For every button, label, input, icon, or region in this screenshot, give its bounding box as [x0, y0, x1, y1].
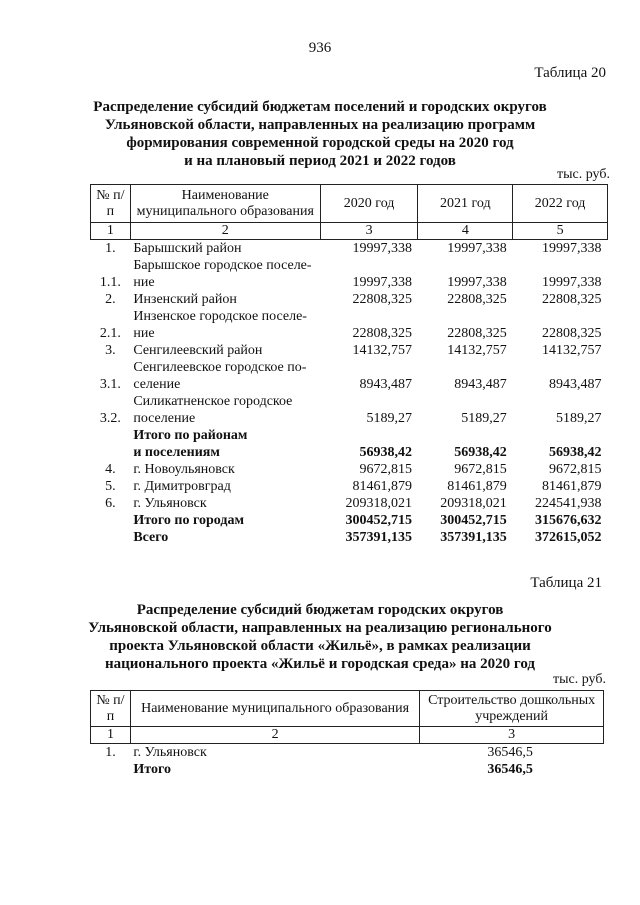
table20-title: [60, 98, 580, 170]
table20-header-num: № п/п: [91, 185, 131, 223]
table20-cell-name: [130, 257, 320, 291]
table20-cell-2021: 56938,42: [454, 445, 507, 460]
table20-cell-name-line: ние: [133, 326, 155, 341]
table20-cell-name: [130, 461, 320, 478]
table20-cell-name: [130, 512, 320, 529]
table20-index-cell: 4: [418, 223, 513, 240]
table20-cell-name-line: Итого по городам: [133, 513, 244, 528]
table20-cell-num: [91, 512, 131, 529]
table20-cell-2020: 56938,42: [359, 445, 412, 460]
table20-cell-2022: 8943,487: [549, 377, 602, 392]
table21-title-line: проекта Ульяновской области «Жильё», в рамках реализации: [109, 638, 531, 654]
table20-cell-name-line: Барышское городское поселе-: [133, 258, 312, 273]
table20-title-line: Распределение субсидий бюджетам поселений и городских округов: [93, 99, 547, 115]
table20-row: [91, 308, 608, 342]
table20-cell-2020: 14132,757: [352, 343, 412, 358]
table20-cell-name: [130, 240, 320, 258]
table21-row: [91, 761, 604, 778]
table21-cell-num: [91, 761, 131, 778]
table21-header-value: Строительство дошкольных учреждений: [420, 691, 604, 727]
table20-cell-name-line: Инзенский район: [133, 292, 237, 307]
table21-cell-value: 36546,5: [487, 745, 533, 760]
table20-cell-2021: 19997,338: [447, 241, 507, 256]
table20-cell-2021: 22808,325: [447, 292, 507, 307]
table20-index-cell: 2: [130, 223, 320, 240]
table20-cell-name-line: и поселениям: [133, 445, 220, 460]
table20-cell-name-line: г. Димитровград: [133, 479, 231, 494]
table20-row: [91, 478, 608, 495]
table20-index-cell: 1: [91, 223, 131, 240]
table20-cell-2020: 209318,021: [345, 496, 412, 511]
page-number: 936: [308, 40, 332, 56]
table20-cell-2022: 19997,338: [542, 275, 602, 290]
table20-row: [91, 291, 608, 308]
table20: [90, 184, 608, 546]
table20-cell-num: 1.: [105, 241, 116, 256]
table20-row: [91, 257, 608, 291]
table21-title: [60, 601, 580, 673]
table20-cell-name-line: поселение: [133, 411, 196, 426]
table20-row: [91, 461, 608, 478]
table20-cell-num: 2.1.: [99, 326, 121, 341]
table20-cell-name: [130, 495, 320, 512]
table21-header-name: Наименование муниципального образования: [130, 691, 419, 727]
table20-cell-2020: 5189,27: [366, 411, 412, 426]
table20-cell-2021: 209318,021: [440, 496, 507, 511]
table20-cell-2022: 81461,879: [542, 479, 602, 494]
table20-row: [91, 529, 608, 546]
table20-cell-2022: 19997,338: [542, 241, 602, 256]
table20-cell-2022: 9672,815: [549, 462, 602, 477]
table20-cell-2021: 357391,135: [440, 530, 507, 545]
table20-cell-2021: 8943,487: [454, 377, 507, 392]
table20-cell-num: 2.: [105, 292, 116, 307]
table21: [90, 690, 604, 778]
table20-cell-name: [130, 359, 320, 393]
table20-row: [91, 512, 608, 529]
table20-cell-num: 3.: [105, 343, 116, 358]
table20-cell-2020: 8943,487: [359, 377, 412, 392]
table20-cell-name-line: Сенгилеевское городское по-: [133, 360, 307, 375]
table21-header-num: № п/п: [91, 691, 131, 727]
table20-cell-2021: 81461,879: [447, 479, 507, 494]
table20-cell-name: [130, 308, 320, 342]
table20-cell-num: [91, 529, 131, 546]
table20-cell-num: 4.: [105, 462, 116, 477]
table21-row: [91, 744, 604, 762]
table21-cell-name: г. Ульяновск: [133, 745, 207, 760]
table20-cell-name-line: селение: [133, 377, 181, 392]
table21-title-line: национального проекта «Жильё и городская среда» на 2020 год: [105, 656, 535, 672]
table20-cell-name-line: Силикатненское городское: [133, 394, 293, 409]
table20-index-cell: 3: [320, 223, 418, 240]
table20-cell-2021: 14132,757: [447, 343, 507, 358]
table20-cell-name-line: Сенгилеевский район: [133, 343, 263, 358]
table20-cell-name: [130, 529, 320, 546]
table20-cell-2022: 372615,052: [535, 530, 602, 545]
table20-cell-num: [91, 427, 131, 461]
table20-cell-name: [130, 291, 320, 308]
table20-label: Таблица 20: [534, 65, 606, 81]
table20-cell-name-line: Барышский район: [133, 241, 242, 256]
table20-header-2021: 2021 год: [418, 185, 513, 223]
table20-row: [91, 495, 608, 512]
table20-header-2020: 2020 год: [320, 185, 418, 223]
table21-cell-num: 1.: [105, 745, 116, 760]
table20-cell-2022: 14132,757: [542, 343, 602, 358]
table20-cell-2021: 5189,27: [461, 411, 507, 426]
table21-title-line: Распределение субсидий бюджетам городских округов: [136, 602, 504, 618]
table20-cell-name: [130, 342, 320, 359]
table20-row: [91, 359, 608, 393]
table20-cell-2022: 5189,27: [556, 411, 602, 426]
table21-title-line: Ульяновской области, направленных на реализацию регионального: [88, 620, 552, 636]
table20-row: [91, 427, 608, 461]
table20-cell-2020: 357391,135: [345, 530, 412, 545]
table20-cell-num: 5.: [105, 479, 116, 494]
table20-cell-2020: 81461,879: [352, 479, 412, 494]
table21-index-cell: 2: [130, 727, 419, 744]
table20-header-name: Наименование муниципального образования: [130, 185, 320, 223]
table20-cell-2022: 315676,632: [535, 513, 602, 528]
table21-index-cell: 1: [91, 727, 131, 744]
table20-cell-2021: 9672,815: [454, 462, 507, 477]
table20-cell-2022: 22808,325: [542, 326, 602, 341]
table20-cell-2021: 300452,715: [440, 513, 507, 528]
table21-unit: тыс. руб.: [553, 672, 606, 687]
table21-label: Таблица 21: [530, 575, 602, 591]
table20-cell-num: 1.1.: [99, 275, 121, 290]
table20-cell-num: 3.2.: [99, 411, 121, 426]
table20-cell-name-line: г. Ульяновск: [133, 496, 207, 511]
table20-row: [91, 393, 608, 427]
table20-cell-name: [130, 393, 320, 427]
table20-cell-2022: 56938,42: [549, 445, 602, 460]
table20-cell-name-line: Всего: [133, 530, 169, 545]
table20-cell-name-line: ние: [133, 275, 155, 290]
table20-cell-name: [130, 427, 320, 461]
table20-row: [91, 240, 608, 258]
table20-cell-2020: 9672,815: [359, 462, 412, 477]
table21-cell-value: 36546,5: [487, 762, 533, 777]
table20-cell-num: 6.: [105, 496, 116, 511]
table20-unit: тыс. руб.: [557, 167, 610, 182]
table20-cell-2020: 22808,325: [352, 292, 412, 307]
table20-cell-2020: 300452,715: [345, 513, 412, 528]
table21-cell-name: Итого: [133, 762, 172, 777]
table20-cell-2021: 19997,338: [447, 275, 507, 290]
table20-cell-name-line: Инзенское городское поселе-: [133, 309, 307, 324]
table20-cell-2022: 22808,325: [542, 292, 602, 307]
table20-cell-name: [130, 478, 320, 495]
table20-header-2022: 2022 год: [513, 185, 608, 223]
table21-index-cell: 3: [420, 727, 604, 744]
table20-cell-2020: 22808,325: [352, 326, 412, 341]
table20-index-cell: 5: [513, 223, 608, 240]
table20-cell-num: 3.1.: [99, 377, 121, 392]
table20-cell-2020: 19997,338: [352, 275, 412, 290]
table20-cell-2021: 22808,325: [447, 326, 507, 341]
table20-title-line: формирования современной городской среды на 2020 год: [126, 135, 514, 151]
table20-cell-name-line: г. Новоульяновск: [133, 462, 235, 477]
table20-title-line: и на плановый период 2021 и 2022 годов: [184, 153, 456, 169]
table20-cell-2020: 19997,338: [352, 241, 412, 256]
table20-cell-name-line: Итого по районам: [133, 428, 248, 443]
table20-title-line: Ульяновской области, направленных на реализацию программ: [104, 117, 536, 133]
table20-cell-2022: 224541,938: [535, 496, 602, 511]
table20-row: [91, 342, 608, 359]
